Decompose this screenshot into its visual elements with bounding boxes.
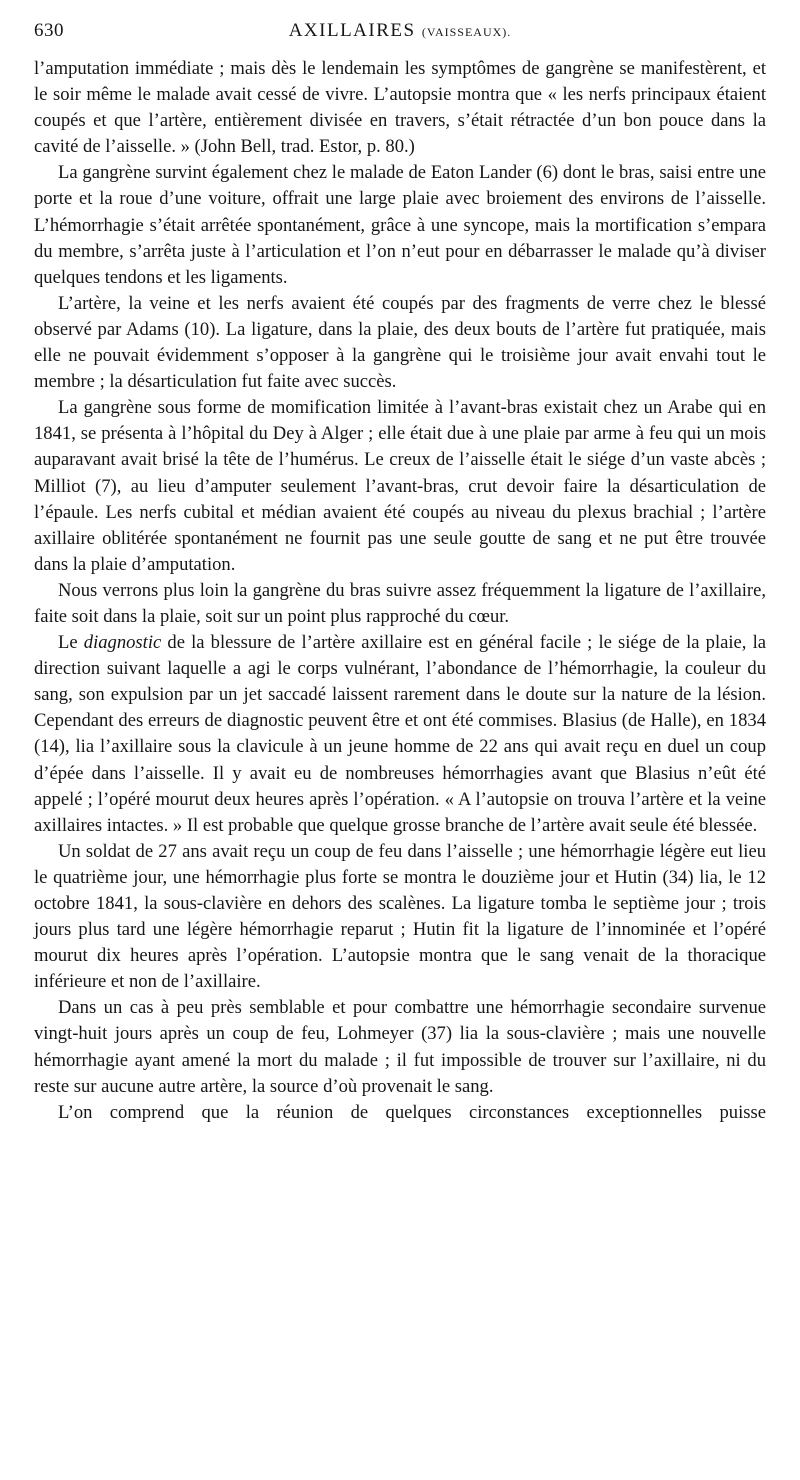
running-title [34,20,766,42]
paragraph: Un soldat de 27 ans avait reçu un coup de feu dans l’aisselle ; une hémorrhagie légère eut lieu le quatrième jour, une hémorrhagie plus forte se montra le douzième jour et Hutin (34) lia, le 12 octobre 1841, la sous-clavière en dehors des scalènes. La ligature tomba le septième jour ; trois jours plus tard une légère hémorrhagie reparut ; Hutin fit la ligature de l’innominée et l’opéré mourut dix heures après l’opération. L’autopsie montra que le sang venait de la thoracique inférieure et non de l’axillaire. [34,840,766,993]
paragraph: Nous verrons plus loin la gangrène du bras suivre assez fréquemment la ligature de l’axillaire, faite soit dans la plaie, soit sur un point plus rapproché du cœur. [34,579,766,627]
paragraph: Dans un cas à peu près semblable et pour combattre une hémorrhagie secondaire survenue vingt-huit jours après un coup de feu, Lohmeyer (37) lia la sous-clavière ; mais une nouvelle hémorrhagie ayant amené la mort du malade ; il fut impossible de trouver sur l’axillaire, ni du reste sur aucune autre artère, la source d’où provenait le sang. [34,997,766,1097]
paragraph: L’artère, la veine et les nerfs avaient été coupés par des fragments de verre chez le blessé observé par Adams (10). La ligature, dans la plaie, des deux bouts de l’artère fut pratiquée, mais elle ne pouvait évidemment s’opposer à la gangrène qui le troisième jour avait envahi tout le membre ; la désarticulation fut faite avec succès. [34,292,766,393]
paragraph-text: de la blessure de l’artère axillaire est en général facile ; le siége de la plaie, la direction suivant laquelle a agi le corps vulnérant, l’abondance de l’hémorrhagie, la couleur du sang, son expulsion par un jet saccadé laissent rarement dans le doute sur la nature de la lésion. Cependant des erreurs de diagnostic peuvent être et ont été commises. Blasius (de Halle), en 1834 (14), lia l’axillaire sous la clavicule à un jeune homme de 22 ans qui avait reçu en duel un coup d’épée dans l’aisselle. Il y avait eu de nombreuses hémorrhagies avant que Blasius n’eût été appelé ; l’opéré mourut deux heures après l’opération. « A l’autopsie on trouva l’artère et la veine axillaires intactes. » Il est probable que quelque grosse branche de l’artère avait seule été blessée. [34,632,766,836]
running-title-sub: (VAISSEAUX). [421,25,512,39]
running-title-main: AXILLAIRES [288,20,416,41]
body-text [34,56,766,1126]
paragraph-diagnostic [34,630,766,839]
paragraph: La gangrène sous forme de momification limitée à l’avant-bras existait chez un Arabe qui en 1841, se présenta à l’hôpital du Dey à Alger ; elle était due à une plaie par arme à feu qui un mois auparavant avait brisé la tête de l’humérus. Le creux de l’aisselle était le siége d’un vaste abcès ; Milliot (7), au lieu d’amputer seulement l’avant-bras, crut devoir faire la désarticulation de l’épaule. Les nerfs cubital et médian avaient été coupés au niveau du plexus brachial ; l’artère axillaire oblitérée spontanément ne fournit pas une seule goutte de sang et ne put être trouvée dans la plaie d’amputation. [34,397,766,575]
paragraph-text: Le [58,632,84,654]
book-page [34,20,766,1126]
running-head [34,20,766,56]
paragraph: L’on comprend que la réunion de quelques circonstances exceptionnelles puisse [58,1101,766,1123]
paragraph: La gangrène survint également chez le malade de Eaton Lander (6) dont le bras, saisi entre une porte et la roue d’une voiture, offrait une large plaie avec broiement des environs de l’aisselle. L’hémorrhagie s’était arrêtée spontanément, grâce à une syncope, mais la mortification s’empara du membre, s’arrêta juste à l’articulation et l’on n’eut pour en débarrasser le malade qu’à diviser quelques tendons et les ligaments. [34,162,766,288]
page-number: 630 [34,20,64,41]
emphasis-diagnostic: diagnostic [83,632,162,654]
paragraph: l’amputation immédiate ; mais dès le lendemain les symptômes de gangrène se manifestèrent, et le soir même le malade avait cessé de vivre. L’autopsie montra que « les nerfs principaux étaient coupés et que l’artère, entièrement divisée en travers, s’était rétractée d’un bon pouce dans la cavité de l’aisselle. » (John Bell, trad. Estor, p. 80.) [34,58,766,158]
